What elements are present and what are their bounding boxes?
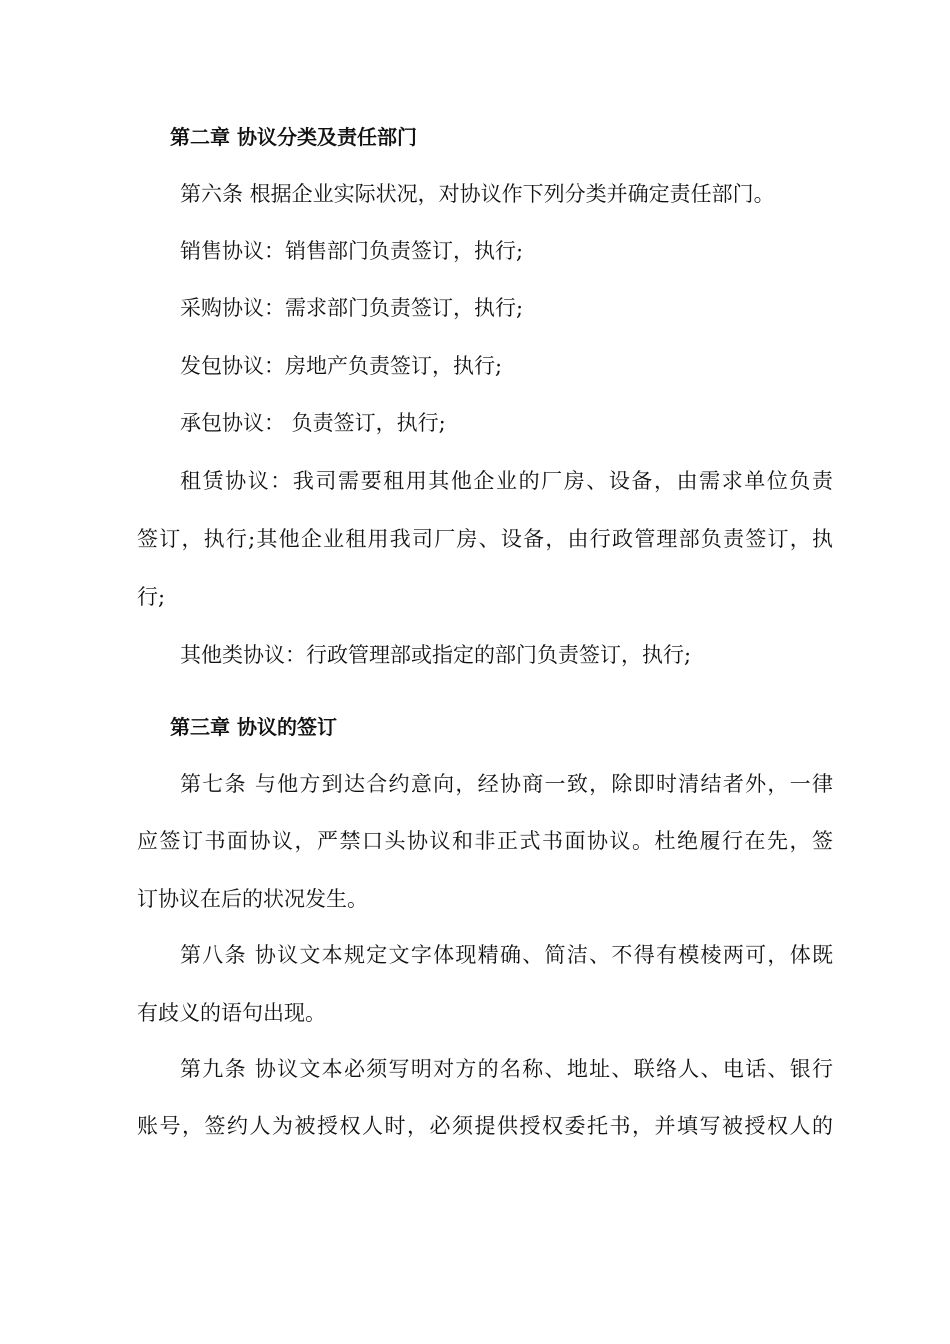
article-9-line-2: 账号，签约人为被授权人时，必须提供授权委托书，并填写被授权人的 — [137, 1114, 833, 1138]
article-9-line-1: 第九条 协议文本必须写明对方的名称、地址、联络人、电话、银行 — [180, 1057, 833, 1081]
chapter-2-heading: 第二章 协议分类及责任部门 — [170, 125, 417, 149]
lease-agreement-line-3: 行; — [137, 585, 166, 609]
lease-agreement-line-1: 租赁协议：我司需要租用其他企业的厂房、设备，由需求单位负责 — [180, 469, 833, 493]
article-8-line-2: 有歧义的语句出现。 — [137, 1001, 326, 1025]
article-8-line-1: 第八条 协议文本规定文字体现精确、简洁、不得有模棱两可，体既 — [180, 943, 833, 967]
article-7-line-3: 订协议在后的状况发生。 — [137, 887, 368, 911]
sales-agreement-line: 销售协议：销售部门负责签订，执行; — [180, 239, 524, 263]
contracting-agreement-line: 承包协议： 负责签订，执行; — [180, 411, 446, 435]
article-7-line-1: 第七条 与他方到达合约意向，经协商一致，除即时清结者外，一律 — [180, 772, 833, 796]
other-agreement-line: 其他类协议：行政管理部或指定的部门负责签订，执行; — [180, 643, 692, 667]
purchase-agreement-line: 采购协议：需求部门负责签订，执行; — [180, 296, 524, 320]
article-6: 第六条 根据企业实际状况，对协议作下列分类并确定责任部门。 — [180, 182, 775, 206]
article-7-line-2: 应签订书面协议，严禁口头协议和非正式书面协议。杜绝履行在先，签 — [137, 829, 833, 853]
chapter-3-heading: 第三章 协议的签订 — [170, 715, 337, 739]
lease-agreement-line-2: 签订，执行;其他企业租用我司厂房、设备，由行政管理部负责签订，执 — [137, 527, 833, 551]
outsourcing-agreement-line: 发包协议：房地产负责签订，执行; — [180, 354, 503, 378]
